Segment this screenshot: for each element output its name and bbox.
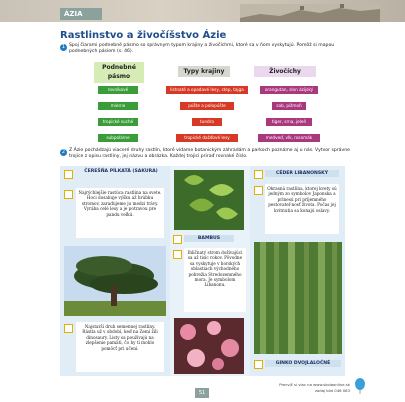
- plant-name-ginkgo: GINKO DVOJLALOČNÉ: [265, 360, 341, 367]
- task-2-instructions: Z Ázie pochádzajú viaceré druhy rastlín, ktoré vídame botanickým záhradám a parkoch poznáme aj u nás. Vytvor správne trojice z opisu rastliny, jej názvu a obrázka. Každej trojici priraď rovnaké číslo.: [69, 148, 350, 159]
- answer-box[interactable]: [254, 360, 263, 369]
- column-animals: Živočíchy: [254, 66, 316, 77]
- ginkgo-photo: [174, 170, 244, 230]
- description-2: Okrasná rastlina, ktorej kvety sú jedným zo symbolov Japonska a prinesú pri príjemného pestovateľ-nosť života. Počas jej kvitnutia sa konajú oslavy.: [265, 184, 339, 234]
- answer-box[interactable]: [254, 186, 263, 195]
- landscape-item[interactable]: tropické dažďové lesy: [176, 134, 238, 142]
- landscape-item[interactable]: listnaté a opadavé lesy, step, tajga: [166, 86, 248, 94]
- page-title: Rastlinstvo a živočíšstvo Ázie: [60, 30, 227, 41]
- animal-item[interactable]: tiger, srna, jeleň: [266, 118, 312, 126]
- header-band: [0, 0, 405, 22]
- footer-link-text: Precvič si viac na www.skolaonline.sk: [279, 382, 350, 387]
- plant-name-cedar: CÉDER LIBANONSKÝ: [265, 170, 339, 177]
- animal-item[interactable]: orangutan, slon ázijský: [260, 86, 318, 94]
- answer-box[interactable]: [64, 324, 73, 333]
- answer-box[interactable]: [173, 250, 182, 259]
- description-4: Najstarší druh semennej rastliny. Rástla už v období, keď na Zemi žili dinosaury. Listy sa používajú na zlepšenie pamäti, čo by ti mohlo pomôcť pri učení.: [76, 322, 164, 372]
- description-1: Najrýchlejšie rastúca rastlina na svete. Hoci dosahuje výšku až hrúbku stromov, zaraďujeme ju medzi trávy. Vyrába celé lesy a je potravou pre pandu veľkú.: [76, 188, 164, 238]
- climate-item[interactable]: rovníkové: [98, 86, 138, 94]
- sakura-photo: [174, 318, 244, 374]
- landscape-item[interactable]: púšte a polopúšte: [180, 102, 234, 110]
- answer-box[interactable]: [254, 170, 263, 179]
- animal-item[interactable]: medveď, vlk, rosomák: [258, 134, 320, 142]
- plant-name-bamboo: BAMBUS: [184, 235, 234, 242]
- description-3: Ihličnatý strom dožívajúci sa až tisíc rokov. Pôvodne sa vyskytuje v horských oblastiach východného pobrežia Stredozemného mora. Je symbolom Libanonu.: [184, 248, 246, 312]
- landscape-item[interactable]: tundra: [192, 118, 222, 126]
- column-landscape: Typy krajiny: [178, 66, 230, 77]
- climate-item[interactable]: subpolárne: [98, 134, 138, 142]
- answer-box[interactable]: [173, 235, 182, 244]
- task-1-instructions: Spoj čiarami podnebné pásmo so správnym typom krajiny a živočíchmi, ktoré sa v ňom vyskytujú. Pomôž si mapou podnebných pásiem (s. 46).: [69, 43, 335, 54]
- task-number-2: 2: [61, 149, 66, 155]
- answer-box[interactable]: [64, 190, 73, 199]
- answer-box[interactable]: [64, 170, 73, 179]
- great-wall-image: [240, 4, 380, 22]
- climate-item[interactable]: mierne: [98, 102, 138, 110]
- plant-name-sakura: ČEREŠŇA PÍLKATÁ (SAKURA): [84, 169, 158, 174]
- chapter-tag: ÁZIA: [60, 8, 102, 20]
- climate-item[interactable]: tropické suché: [98, 118, 138, 126]
- cedar-photo: [64, 246, 166, 316]
- balloon-icon: [354, 378, 366, 394]
- animal-item[interactable]: sob, pižmoň: [272, 102, 306, 110]
- column-climate: Podnebné pásmo: [94, 62, 144, 83]
- footer-code-text: zadaj kód 046 083: [314, 388, 350, 393]
- page-number: 51: [195, 388, 209, 398]
- bamboo-photo: [254, 242, 342, 354]
- task-number-1: 1: [61, 44, 66, 50]
